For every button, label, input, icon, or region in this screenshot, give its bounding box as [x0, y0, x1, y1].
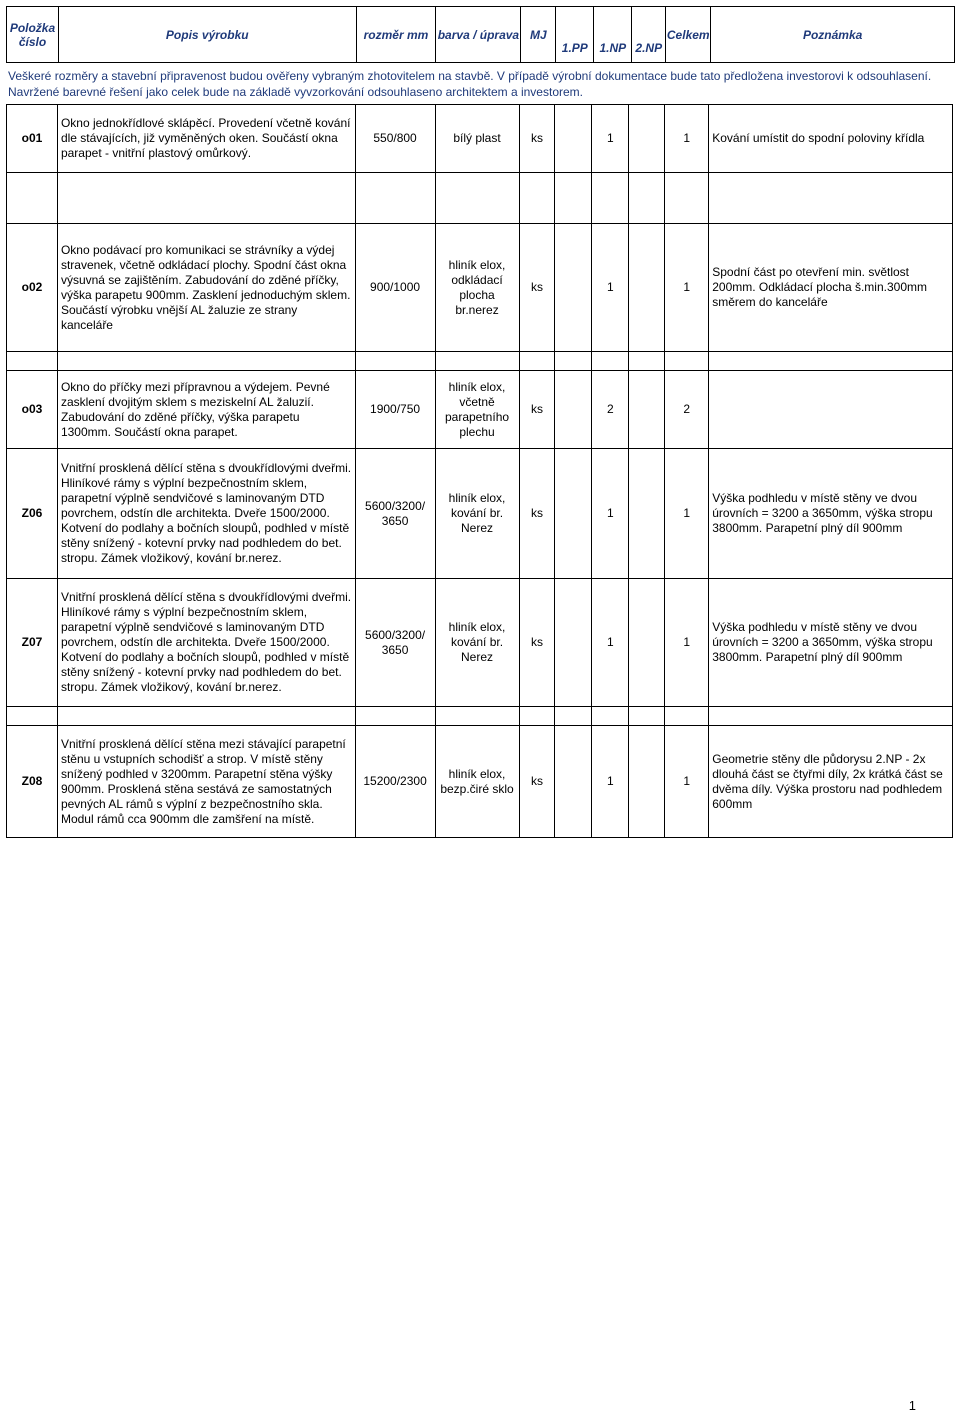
item-qty-1np: 1	[592, 579, 629, 707]
page-number: 1	[908, 1398, 916, 1413]
item-note: Výška podhledu v místě stěny ve dvou úrovních = 3200 a 3650mm, výška stropu 3800mm. Parapetní plný díl 900mm	[709, 449, 953, 579]
item-qty-1pp	[555, 224, 592, 352]
item-unit: ks	[519, 224, 555, 352]
header-rozmer: rozměr mm	[356, 7, 436, 63]
table-row	[7, 579, 953, 707]
item-qty-1pp	[555, 726, 592, 838]
row-spacer	[7, 173, 953, 224]
item-unit: ks	[519, 579, 555, 707]
item-finish: hliník elox, včetně parapetního plechu	[435, 371, 519, 449]
item-finish: hliník elox, bezp.čiré sklo	[435, 726, 519, 838]
item-qty-2np	[629, 224, 665, 352]
item-description: Okno do příčky mezi přípravnou a výdejem. Pevné zasklení dvojitým sklem s meziskelní AL žaluzií. Zabudování do zděné příčky, výška parapetu 1300mm. Součástí okna parapet.	[57, 371, 355, 449]
item-qty-1np: 1	[592, 449, 629, 579]
item-qty-1pp	[555, 105, 592, 173]
header-mj: MJ	[521, 7, 556, 63]
header-barva: barva / úprava	[436, 7, 521, 63]
item-dimension: 15200/2300	[355, 726, 435, 838]
item-unit: ks	[519, 726, 555, 838]
header-1np: 1.NP	[594, 35, 632, 63]
item-total: 1	[665, 105, 709, 173]
item-qty-2np	[629, 449, 665, 579]
item-note: Spodní část po otevření min. světlost 200mm. Odkládací plocha š.min.300mm směrem do kanceláře	[709, 224, 953, 352]
header-popis: Popis výrobku	[58, 7, 356, 63]
item-finish: hliník elox, kování br. Nerez	[435, 579, 519, 707]
item-finish: hliník elox, odkládací plocha br.nerez	[435, 224, 519, 352]
note-line-1: Veškeré rozměry a stavební připravenost budou ověřeny vybraným zhotovitelem na stavbě. V případě výrobní dokumentace bude tato předložena investorovi k odsouhlasení.	[8, 69, 932, 83]
general-note	[8, 68, 948, 100]
item-dimension: 5600/3200/ 3650	[355, 579, 435, 707]
note-line-2: Navržené barevné řešení jako celek bude na základě vyvzorkování odsouhlaseno architektem a investorem.	[8, 85, 583, 99]
item-note: Geometrie stěny dle půdorysu 2.NP - 2x dlouhá část se čtyřmi díly, 2x krátká část se dvěma díly. Výška prostoru nad podhledem 600mm	[709, 726, 953, 838]
item-id: Z06	[7, 449, 58, 579]
item-note	[709, 371, 953, 449]
item-unit: ks	[519, 449, 555, 579]
item-qty-2np	[629, 579, 665, 707]
item-finish: hliník elox, kování br. Nerez	[435, 449, 519, 579]
item-total: 1	[665, 726, 709, 838]
item-description: Vnitřní prosklená dělící stěna s dvoukřídlovými dveřmi. Hliníkové rámy s výplní bezpečnostním sklem, parapetní výplně sendvičové s laminovaným DTD povrchem, odstín dle architekta. Dveře 1500/2000. Kotvení do podlahy a bočních sloupů, podhled v místě stěny snížený - kotevní prvky nad podhledem do bet. stropu. Zámek vložikový, kování br.nerez.	[57, 579, 355, 707]
table-row	[7, 224, 953, 352]
item-qty-2np	[629, 105, 665, 173]
item-unit: ks	[519, 105, 555, 173]
item-qty-1pp	[555, 449, 592, 579]
item-total: 1	[665, 449, 709, 579]
item-description: Vnitřní prosklená dělící stěna s dvoukřídlovými dveřmi. Hliníkové rámy s výplní bezpečnostním sklem, parapetní výplně sendvičové s laminovaným DTD povrchem, odstín dle architekta. Dveře 1500/2000. Kotvení do podlahy a bočních sloupů, podhled v místě stěny snížený - kotevní prvky nad podhledem do bet. stropu. Zámek vložikový, kování br.nerez.	[57, 449, 355, 579]
item-note: Výška podhledu v místě stěny ve dvou úrovních = 3200 a 3650mm, výška stropu 3800mm. Parapetní plný díl 900mm	[709, 579, 953, 707]
row-spacer	[7, 707, 953, 726]
item-qty-2np	[629, 726, 665, 838]
header-poznamka: Poznámka	[711, 7, 955, 63]
item-qty-1pp	[555, 371, 592, 449]
item-qty-1pp	[555, 579, 592, 707]
item-qty-2np	[629, 371, 665, 449]
item-id: Z08	[7, 726, 58, 838]
header-2np: 2.NP	[632, 35, 666, 63]
item-qty-1np: 1	[592, 224, 629, 352]
header-polozka: Položka číslo	[7, 7, 59, 63]
item-qty-1np: 1	[592, 726, 629, 838]
item-id: Z07	[7, 579, 58, 707]
item-finish: bílý plast	[435, 105, 519, 173]
items-table	[6, 104, 953, 838]
item-dimension: 5600/3200/ 3650	[355, 449, 435, 579]
item-id: o01	[7, 105, 58, 173]
item-unit: ks	[519, 371, 555, 449]
item-qty-1np: 2	[592, 371, 629, 449]
item-description: Vnitřní prosklená dělící stěna mezi stávající parapetní stěnu u vstupních schodišť a strop. V místě stěny snížený podhled v 3200mm. Parapetní stěna výšky 900mm. Prosklená stěna sestává ze samostatných pevných AL rámů s výplní z bezpečnostního skla. Modul rámů cca 900mm dle zamšření na místě.	[57, 726, 355, 838]
item-qty-1np: 1	[592, 105, 629, 173]
item-description: Okno jednokřídlové sklápěcí. Provedení včetně kování dle stávajících, již vyměněných oken. Součástí okna parapet - vnitřní plastový omůrkový.	[57, 105, 355, 173]
header-table	[6, 6, 955, 63]
table-row	[7, 726, 953, 838]
table-row	[7, 449, 953, 579]
item-description: Okno podávací pro komunikaci se strávníky a výdej stravenek, včetně odkládací plochy. Spodní část okna výsuvná se zajištěním. Zabudování do zděné příčky, výška parapetu 900mm. Zasklení jednoduchým sklem. Součástí výrobku vnější AL žaluzie ze strany kanceláře	[57, 224, 355, 352]
row-spacer	[7, 352, 953, 371]
item-id: o02	[7, 224, 58, 352]
item-note: Kování umístit do spodní poloviny křídla	[709, 105, 953, 173]
item-total: 1	[665, 579, 709, 707]
item-total: 2	[665, 371, 709, 449]
item-dimension: 1900/750	[355, 371, 435, 449]
table-row	[7, 371, 953, 449]
header-1pp: 1.PP	[556, 35, 594, 63]
item-dimension: 550/800	[355, 105, 435, 173]
table-row	[7, 105, 953, 173]
header-celkem: Celkem	[666, 7, 711, 63]
item-dimension: 900/1000	[355, 224, 435, 352]
item-id: o03	[7, 371, 58, 449]
item-total: 1	[665, 224, 709, 352]
